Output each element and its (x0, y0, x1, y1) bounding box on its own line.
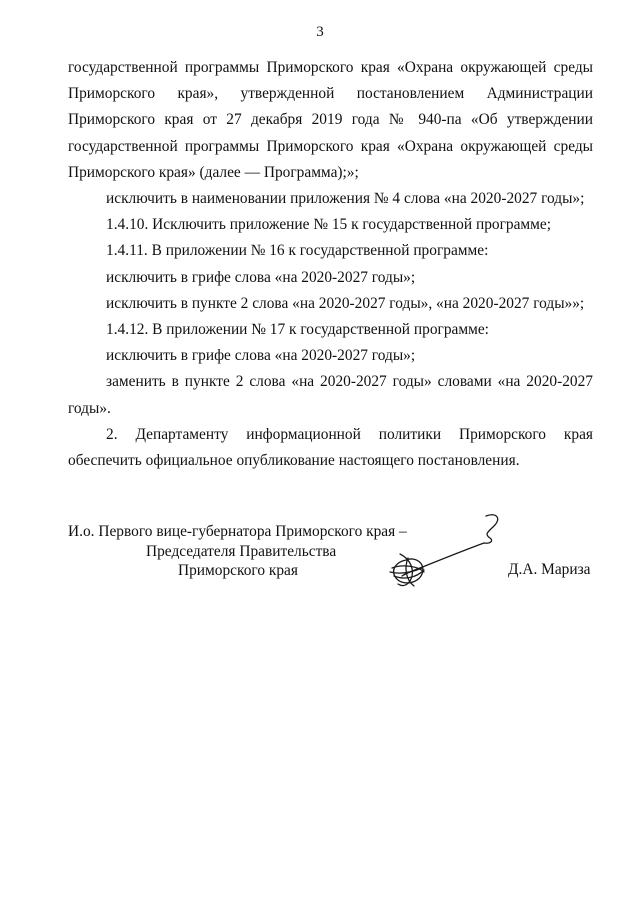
paragraph-5: исключить в пункте 2 слова «на 2020-2027 годы», «на 2020-2027 годы»»; (106, 294, 585, 312)
signatory-position-line-3: Приморского края (178, 562, 298, 579)
page-number: 3 (316, 24, 324, 40)
signatory-position-line-1: И.о. Первого вице-губернатора Приморского края – (68, 523, 407, 540)
paragraph-6: 1.4.12. В приложении № 17 к государственной программе: (106, 321, 489, 339)
document-body (68, 55, 593, 474)
signatory-position (68, 522, 408, 581)
handwritten-signature (378, 510, 518, 590)
signatory-position-line-2: Председателя Правительства (146, 542, 337, 560)
paragraph-8: заменить в пункте 2 слова «на 2020-2027 годы» словами «на 2020-2027 годы». (68, 373, 593, 417)
paragraph-9: 2. Департаменту информационной политики Приморского края обеспечить официальное опубликование настоящего постановления. (68, 425, 593, 470)
paragraph-1: исключить в наименовании приложения № 4 слова «на 2020-2027 годы»; (106, 190, 585, 208)
signatory-name: Д.А. Мариза (508, 561, 591, 578)
paragraph-0: государственной программы Приморского края «Охрана окружающей среды Приморского края», утвержденной постановлением Администрации Приморского края от 27 декабря 2019 года № 940-па «Об утверждении государственной программы Приморского края «Охрана окружающей среды Приморского края» (далее — Программа);»; (68, 59, 593, 181)
paragraph-4: исключить в грифе слова «на 2020-2027 годы»; (106, 268, 416, 286)
paragraph-3: 1.4.11. В приложении № 16 к государственной программе: (106, 242, 489, 260)
paragraph-7: исключить в грифе слова «на 2020-2027 годы»; (106, 347, 416, 365)
paragraph-2: 1.4.10. Исключить приложение № 15 к государственной программе; (106, 216, 552, 234)
